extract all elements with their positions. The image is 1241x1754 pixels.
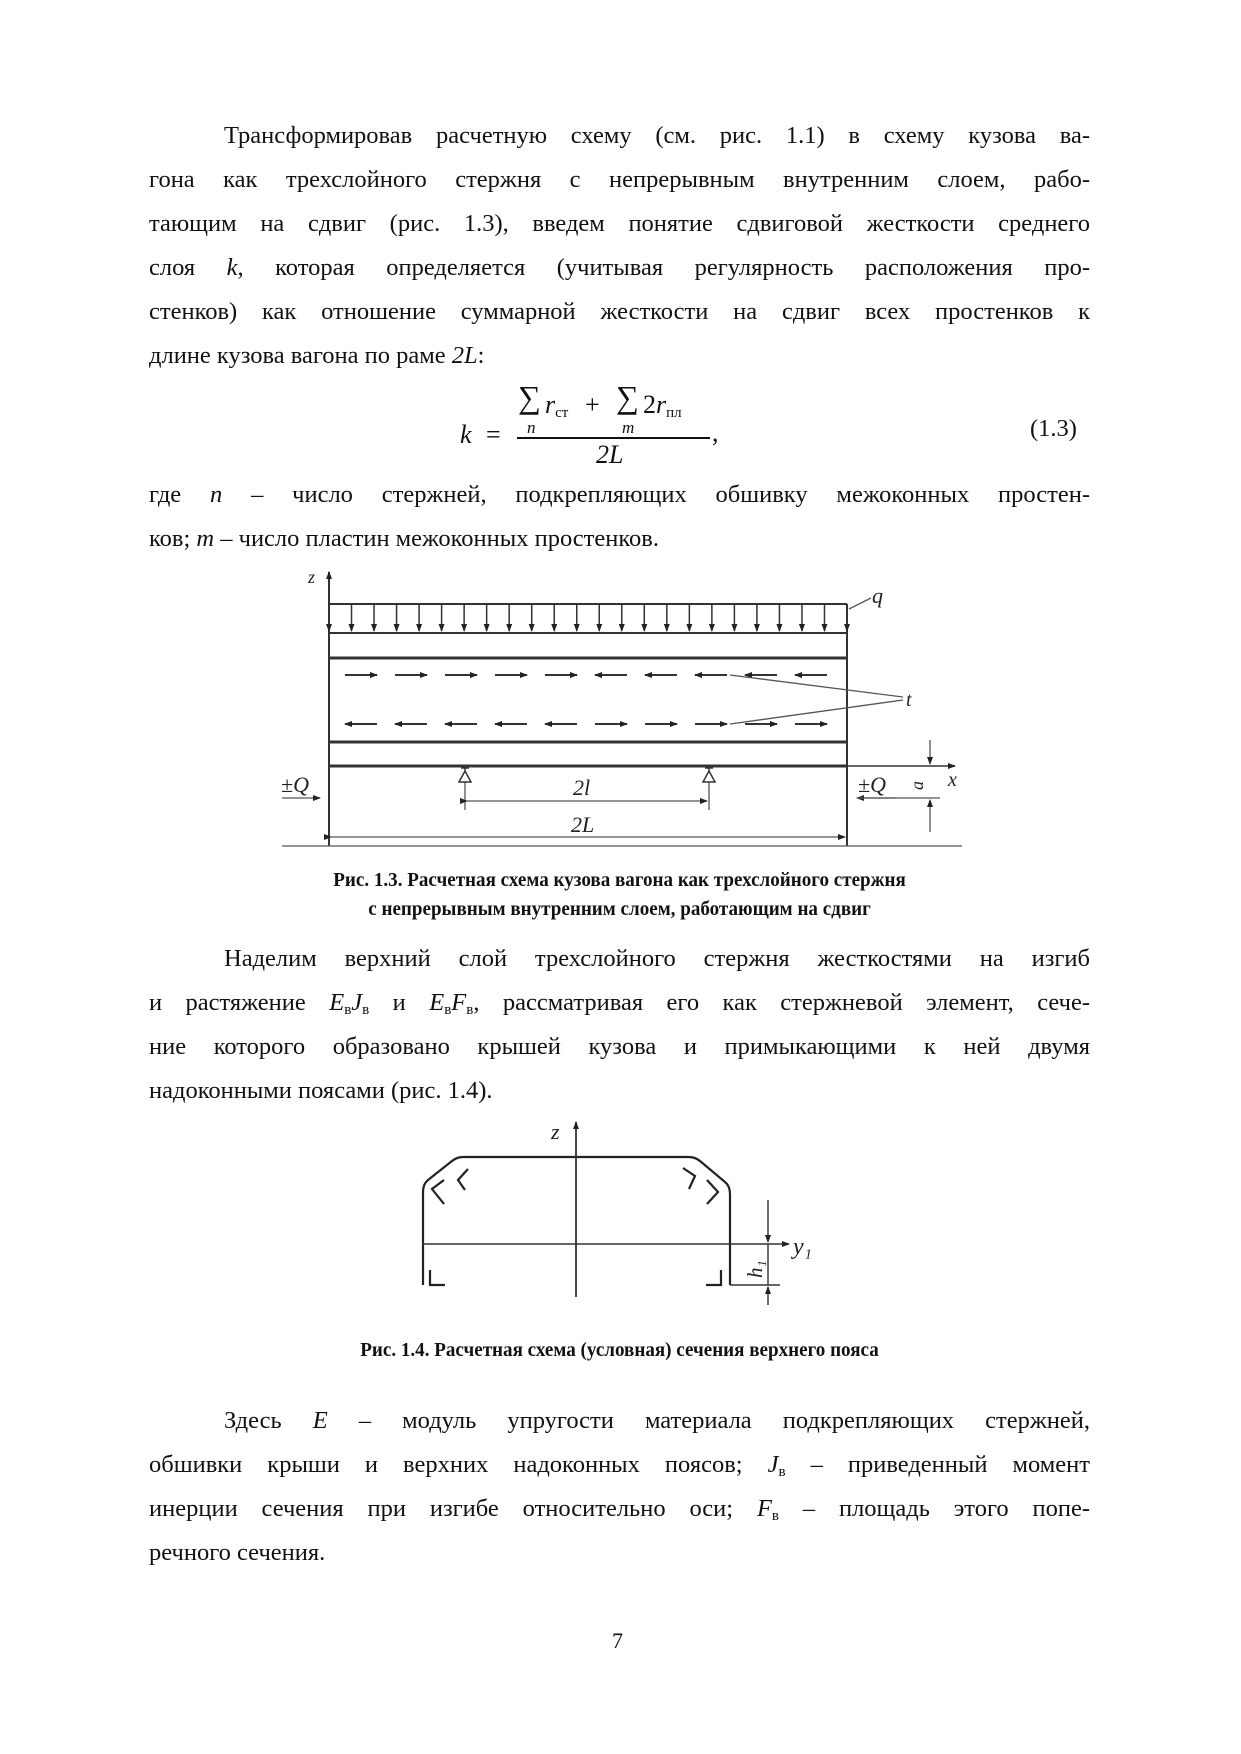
text-span: Здесь bbox=[224, 1407, 313, 1434]
text-span: инерции сечения при изгибе относительно оси; bbox=[149, 1495, 757, 1522]
variable-F: F bbox=[756, 1495, 772, 1522]
text-line: Наделим верхний слой трехслойного стержня жесткостями на изгиб bbox=[224, 945, 1090, 972]
text-span: и растяжение bbox=[149, 989, 330, 1016]
sum-symbol: ∑ bbox=[616, 379, 639, 415]
text-line: тающим на сдвиг (рис. 1.3), введем понятие сдвиговой жесткости среднего bbox=[149, 210, 1090, 237]
equation-lhs: k bbox=[460, 420, 472, 449]
r-var: r bbox=[656, 390, 667, 419]
label-2l: 2l bbox=[573, 775, 591, 800]
text-span: где bbox=[149, 481, 210, 508]
variable-2L: 2L bbox=[451, 342, 478, 369]
label-z: z bbox=[308, 567, 316, 587]
text-span: – площадь этого попе- bbox=[779, 1495, 1090, 1522]
stiffener-left-inner bbox=[458, 1169, 468, 1190]
equation-equals: = bbox=[486, 420, 501, 449]
text-span: – модуль упругости материала подкрепляющих стержней, bbox=[327, 1407, 1090, 1434]
equation-number: (1.3) bbox=[1030, 415, 1077, 442]
label-z: z bbox=[551, 1119, 560, 1144]
corner-angle-left bbox=[430, 1270, 445, 1285]
index-m: m bbox=[622, 418, 635, 437]
variable-E: E bbox=[312, 1407, 328, 1434]
subscript-st: ст bbox=[555, 405, 569, 421]
label-a: a bbox=[907, 781, 927, 790]
variable-E: E bbox=[329, 989, 345, 1016]
subscript-v: в bbox=[778, 1464, 786, 1480]
text-span: , которая определяется (учитывая регулярность расположения про- bbox=[237, 254, 1090, 281]
text-line: ние которого образовано крышей кузова и примыкающими к ней двумя bbox=[149, 1033, 1090, 1060]
text-line bbox=[224, 1406, 1090, 1436]
label-x: x bbox=[948, 769, 957, 791]
variable-k: k bbox=[226, 254, 238, 281]
subscript-v: в bbox=[444, 1002, 452, 1018]
label-h1: h₁ bbox=[743, 1260, 767, 1278]
text-line: надоконными поясами (рис. 1.4). bbox=[149, 1077, 493, 1104]
text-line: стенков) как отношение суммарной жесткости на сдвиг всех простенков к bbox=[149, 298, 1090, 325]
text-span: , рассматривая его как стержневой элемент, сече- bbox=[473, 989, 1090, 1016]
stiffener-right-outer bbox=[707, 1180, 718, 1204]
text-span: – число пластин межоконных простенков. bbox=[214, 525, 659, 552]
label-2L: 2L bbox=[571, 812, 595, 837]
figure-1-4-caption: Рис. 1.4. Расчетная схема (условная) сечения верхнего пояса bbox=[360, 1339, 879, 1361]
subscript-pl: пл bbox=[666, 405, 682, 421]
index-n: n bbox=[527, 418, 536, 437]
stiffener-left-outer bbox=[432, 1180, 444, 1204]
text-line: гона как трехслойного стержня с непрерывным внутренним слоем, рабо- bbox=[149, 166, 1090, 193]
equation-comma: , bbox=[712, 418, 719, 447]
figure-1-3-caption-line-2: с непрерывным внутренним слоем, работающим на сдвиг bbox=[368, 898, 871, 920]
plus-sign: + bbox=[585, 390, 600, 419]
label-y1: y₁ bbox=[793, 1234, 812, 1260]
page-number: 7 bbox=[612, 1628, 623, 1653]
text-line bbox=[149, 1494, 1090, 1524]
subscript-v: в bbox=[771, 1508, 780, 1524]
text-line: речного сечения. bbox=[149, 1539, 326, 1566]
text-line: Трансформировав расчетную схему (см. рис. 1.1) в схему кузова ва- bbox=[224, 122, 1090, 149]
subscript-v: в bbox=[466, 1002, 474, 1018]
text-span: ков; bbox=[149, 525, 197, 552]
label-t: t bbox=[906, 689, 912, 711]
coef-2: 2 bbox=[643, 390, 656, 419]
variable-n: n bbox=[210, 481, 223, 508]
text-span: – приведенный момент bbox=[785, 1451, 1090, 1478]
variable-E: E bbox=[429, 989, 445, 1016]
figure-1-3-caption-line-1: Рис. 1.3. Расчетная схема кузова вагона как трехслойного стержня bbox=[333, 869, 906, 891]
label-Q-right: ±Q bbox=[858, 772, 886, 797]
text-line bbox=[149, 1450, 1090, 1480]
text-span: длине кузова вагона по раме bbox=[149, 342, 452, 369]
denominator: 2L bbox=[596, 440, 624, 469]
text-span: : bbox=[477, 342, 485, 369]
stiffener-right-inner bbox=[683, 1168, 695, 1189]
variable-m: m bbox=[196, 525, 215, 552]
variable-F: F bbox=[451, 989, 467, 1016]
variable-J: J bbox=[767, 1451, 779, 1478]
text-span: слоя bbox=[149, 254, 227, 281]
label-Q-left: ±Q bbox=[281, 772, 309, 797]
text-span: и bbox=[369, 989, 430, 1016]
subscript-v: в bbox=[344, 1002, 352, 1018]
sum-symbol: ∑ bbox=[518, 379, 541, 415]
r-var: r bbox=[545, 390, 556, 419]
subscript-v: в bbox=[362, 1002, 370, 1018]
text-span: – число стержней, подкрепляющих обшивку межоконных простен- bbox=[222, 481, 1090, 508]
text-span: обшивки крыши и верхних надоконных поясов; bbox=[149, 1451, 768, 1478]
label-q: q bbox=[872, 583, 883, 608]
corner-angle-right bbox=[706, 1270, 721, 1285]
variable-J: J bbox=[351, 989, 363, 1016]
